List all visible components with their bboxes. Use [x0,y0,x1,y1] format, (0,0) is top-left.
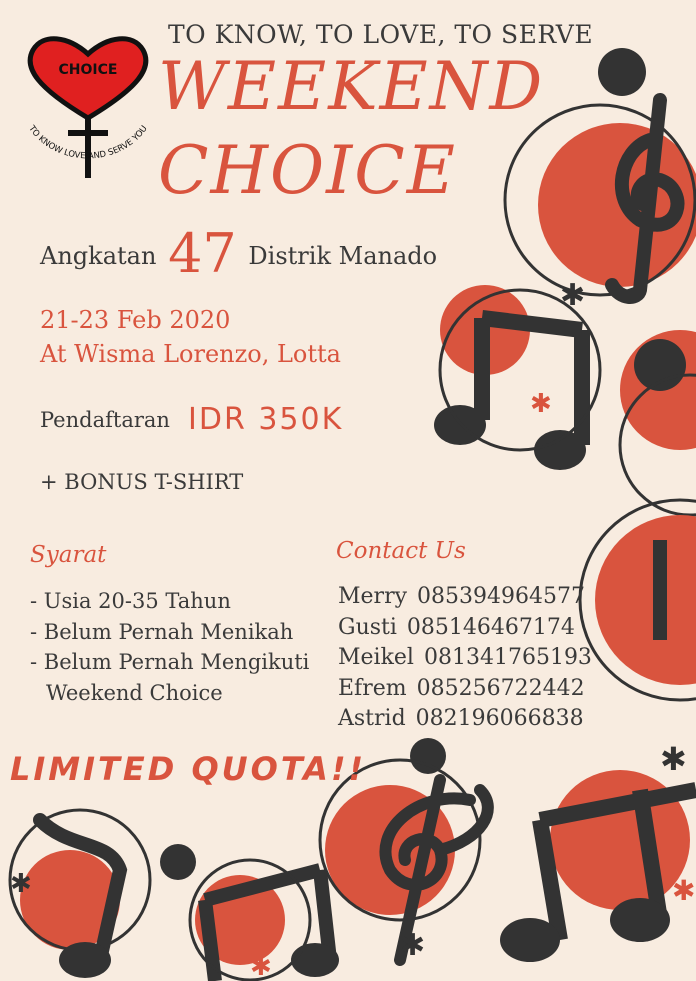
note-head-decor [291,943,339,977]
event-date: 21-23 Feb 2020 [40,306,231,334]
bonus-text: + BONUS T-SHIRT [40,470,244,494]
contact-name: Meikel [338,645,414,670]
note-head-decor [59,942,111,978]
contact-phone: 085146467174 [406,614,575,640]
requirement-item: - Belum Pernah Menikah [30,619,294,644]
red-circle-decor [595,515,696,685]
choice-logo [18,28,158,178]
note-head-decor [500,918,560,962]
cross-icon [68,116,108,178]
requirement-item-continuation: Weekend Choice [46,680,223,705]
star-icon: ✱ [672,874,696,907]
logo-heart-text: CHOICE [58,62,118,78]
batch-prefix: Angkatan [40,242,157,270]
star-icon: ✱ [530,389,552,419]
contact-phone: 082196066838 [415,706,584,731]
tagline: TO KNOW, TO LOVE, TO SERVE [168,20,594,49]
contact-name: Efrem [338,675,407,701]
heart-icon [30,39,146,118]
requirement-item [30,647,309,708]
batch-line [40,222,437,285]
contact-row [338,582,592,613]
contact-phone: 085394964577 [417,584,585,609]
logo-ring-text: TO KNOW LOVE AND SERVE YOU [26,123,150,162]
batch-number: 47 [168,222,237,285]
star-icon: ✱ [400,928,426,963]
contact-heading: Contact Us [336,538,466,564]
batch-suffix: Distrik Manado [248,242,438,270]
note-head-decor [534,430,586,470]
limited-quota-banner: LIMITED QUOTA!! [10,750,367,788]
star-icon: ✱ [250,952,272,981]
star-icon: ✱ [660,740,687,778]
contact-list [338,582,592,735]
dot-decor [160,844,196,880]
dot-decor [410,738,446,774]
contact-row [338,704,592,735]
contact-phone: 081341765193 [423,645,592,670]
note-head-decor [610,898,670,942]
requirements-list [30,586,309,708]
star-icon: ✱ [10,869,32,899]
registration-price: IDR 350K [188,402,344,437]
contact-row [338,613,592,644]
contact-name: Gusti [338,614,397,640]
event-venue: At Wisma Lorenzo, Lotta [40,340,341,368]
registration-label: Pendaftaran [40,408,170,432]
contact-phone: 085256722442 [416,675,585,701]
contact-row [338,643,592,674]
contact-row [338,674,592,705]
contact-name: Merry [338,584,408,609]
title-line-1: WEEKEND [158,48,545,125]
requirement-item: - Usia 20-35 Tahun [30,589,231,613]
dot-decor [598,48,646,96]
requirements-heading: Syarat [30,542,107,568]
title-line-2: CHOICE [158,132,457,209]
requirement-item-text: - Belum Pernah Mengikuti [30,650,310,674]
contact-name: Astrid [338,706,406,731]
star-icon: ✱ [560,278,586,313]
